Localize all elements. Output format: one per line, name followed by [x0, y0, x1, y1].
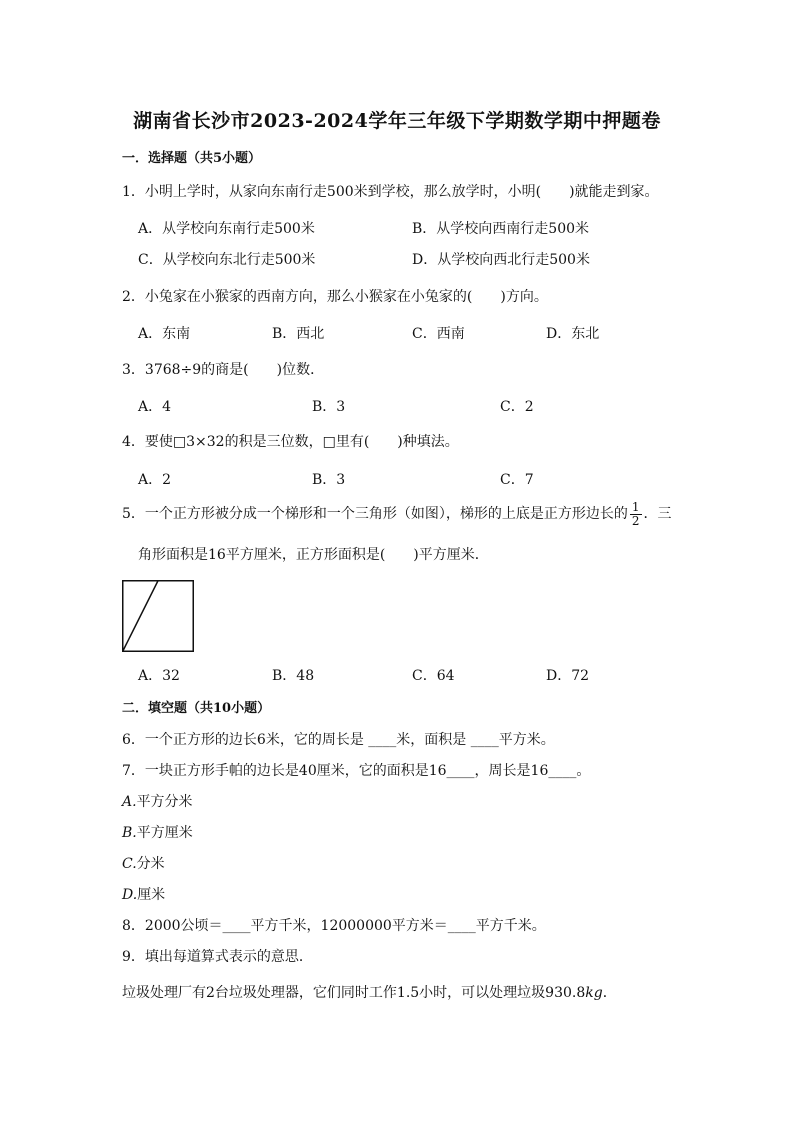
q2-option-d: D．东北	[546, 326, 600, 342]
q7-option-a: A.平方分米	[122, 794, 193, 810]
dividing-line	[123, 581, 158, 652]
q5-fraction-denominator: 2	[631, 513, 640, 528]
question-4: 4．要使□3×32的积是三位数，□里有( )种填法。	[122, 434, 459, 450]
question-6: 6．一个正方形的边长6米，它的周长是 ____米，面积是 ____平方米。	[122, 732, 555, 748]
q3-option-a: A．4	[138, 399, 172, 415]
square-figure	[122, 580, 194, 652]
q2-option-b: B．西北	[272, 326, 325, 342]
question-3: 3．3768÷9的商是( )位数．	[122, 362, 325, 378]
page-title: 湖南省长沙市2023-2024学年三年级下学期数学期中押题卷	[133, 110, 661, 132]
q5-option-c: C．64	[412, 668, 455, 684]
square-outline	[123, 581, 194, 652]
q5-text-post: ．三	[643, 506, 672, 522]
q5-option-b: B．48	[272, 668, 315, 684]
section-choice-heading: 一．选择题（共5小题）	[122, 151, 262, 166]
q1-option-d: D．从学校向西北行走500米	[412, 252, 590, 268]
question-2: 2．小兔家在小猴家的西南方向，那么小猴家在小兔家的( )方向。	[122, 289, 548, 305]
q5-text-pre: 5．一个正方形被分成一个梯形和一个三角形（如图），梯形的上底是正方形边长的	[122, 506, 628, 522]
question-5-line-2: 角形面积是16平方厘米，正方形面积是( )平方厘米．	[138, 547, 489, 563]
q1-option-c: C．从学校向东北行走500米	[138, 252, 316, 268]
q5-option-d: D．72	[546, 668, 590, 684]
q5-fraction	[630, 501, 642, 528]
question-9: 9．填出每道算式表示的意思．	[122, 949, 313, 965]
q3-option-b: B．3	[312, 399, 346, 415]
section-fill-heading: 二．填空题（共10小题）	[122, 701, 271, 716]
q7-option-b: B.平方厘米	[122, 825, 193, 841]
q2-option-a: A．东南	[138, 326, 191, 342]
q4-option-b: B．3	[312, 472, 346, 488]
question-1: 1．小明上学时，从家向东南行走500米到学校，那么放学时，小明( )就能走到家。	[122, 184, 659, 200]
q7-option-c: C.分米	[122, 856, 165, 872]
q4-option-c: C．7	[500, 472, 534, 488]
question-5-line-1	[122, 500, 672, 528]
q2-option-c: C．西南	[412, 326, 465, 342]
q4-option-a: A．2	[138, 472, 172, 488]
q1-option-a: A．从学校向东南行走500米	[138, 221, 315, 237]
q5-option-a: A．32	[138, 668, 180, 684]
q1-option-b: B．从学校向西南行走500米	[412, 221, 590, 237]
question-9-description: 垃圾处理厂有2台垃圾处理器，它们同时工作1.5小时，可以处理垃圾930.8kg．	[122, 985, 617, 1001]
q7-option-d: D.厘米	[122, 887, 166, 903]
question-8: 8．2000公顷＝____平方千米，12000000平方米＝____平方千米。	[122, 918, 546, 934]
q3-option-c: C．2	[500, 399, 534, 415]
question-7: 7．一块正方形手帕的边长是40厘米，它的面积是16____，周长是16____。	[122, 763, 591, 779]
q5-fraction-numerator: 1	[631, 499, 640, 514]
